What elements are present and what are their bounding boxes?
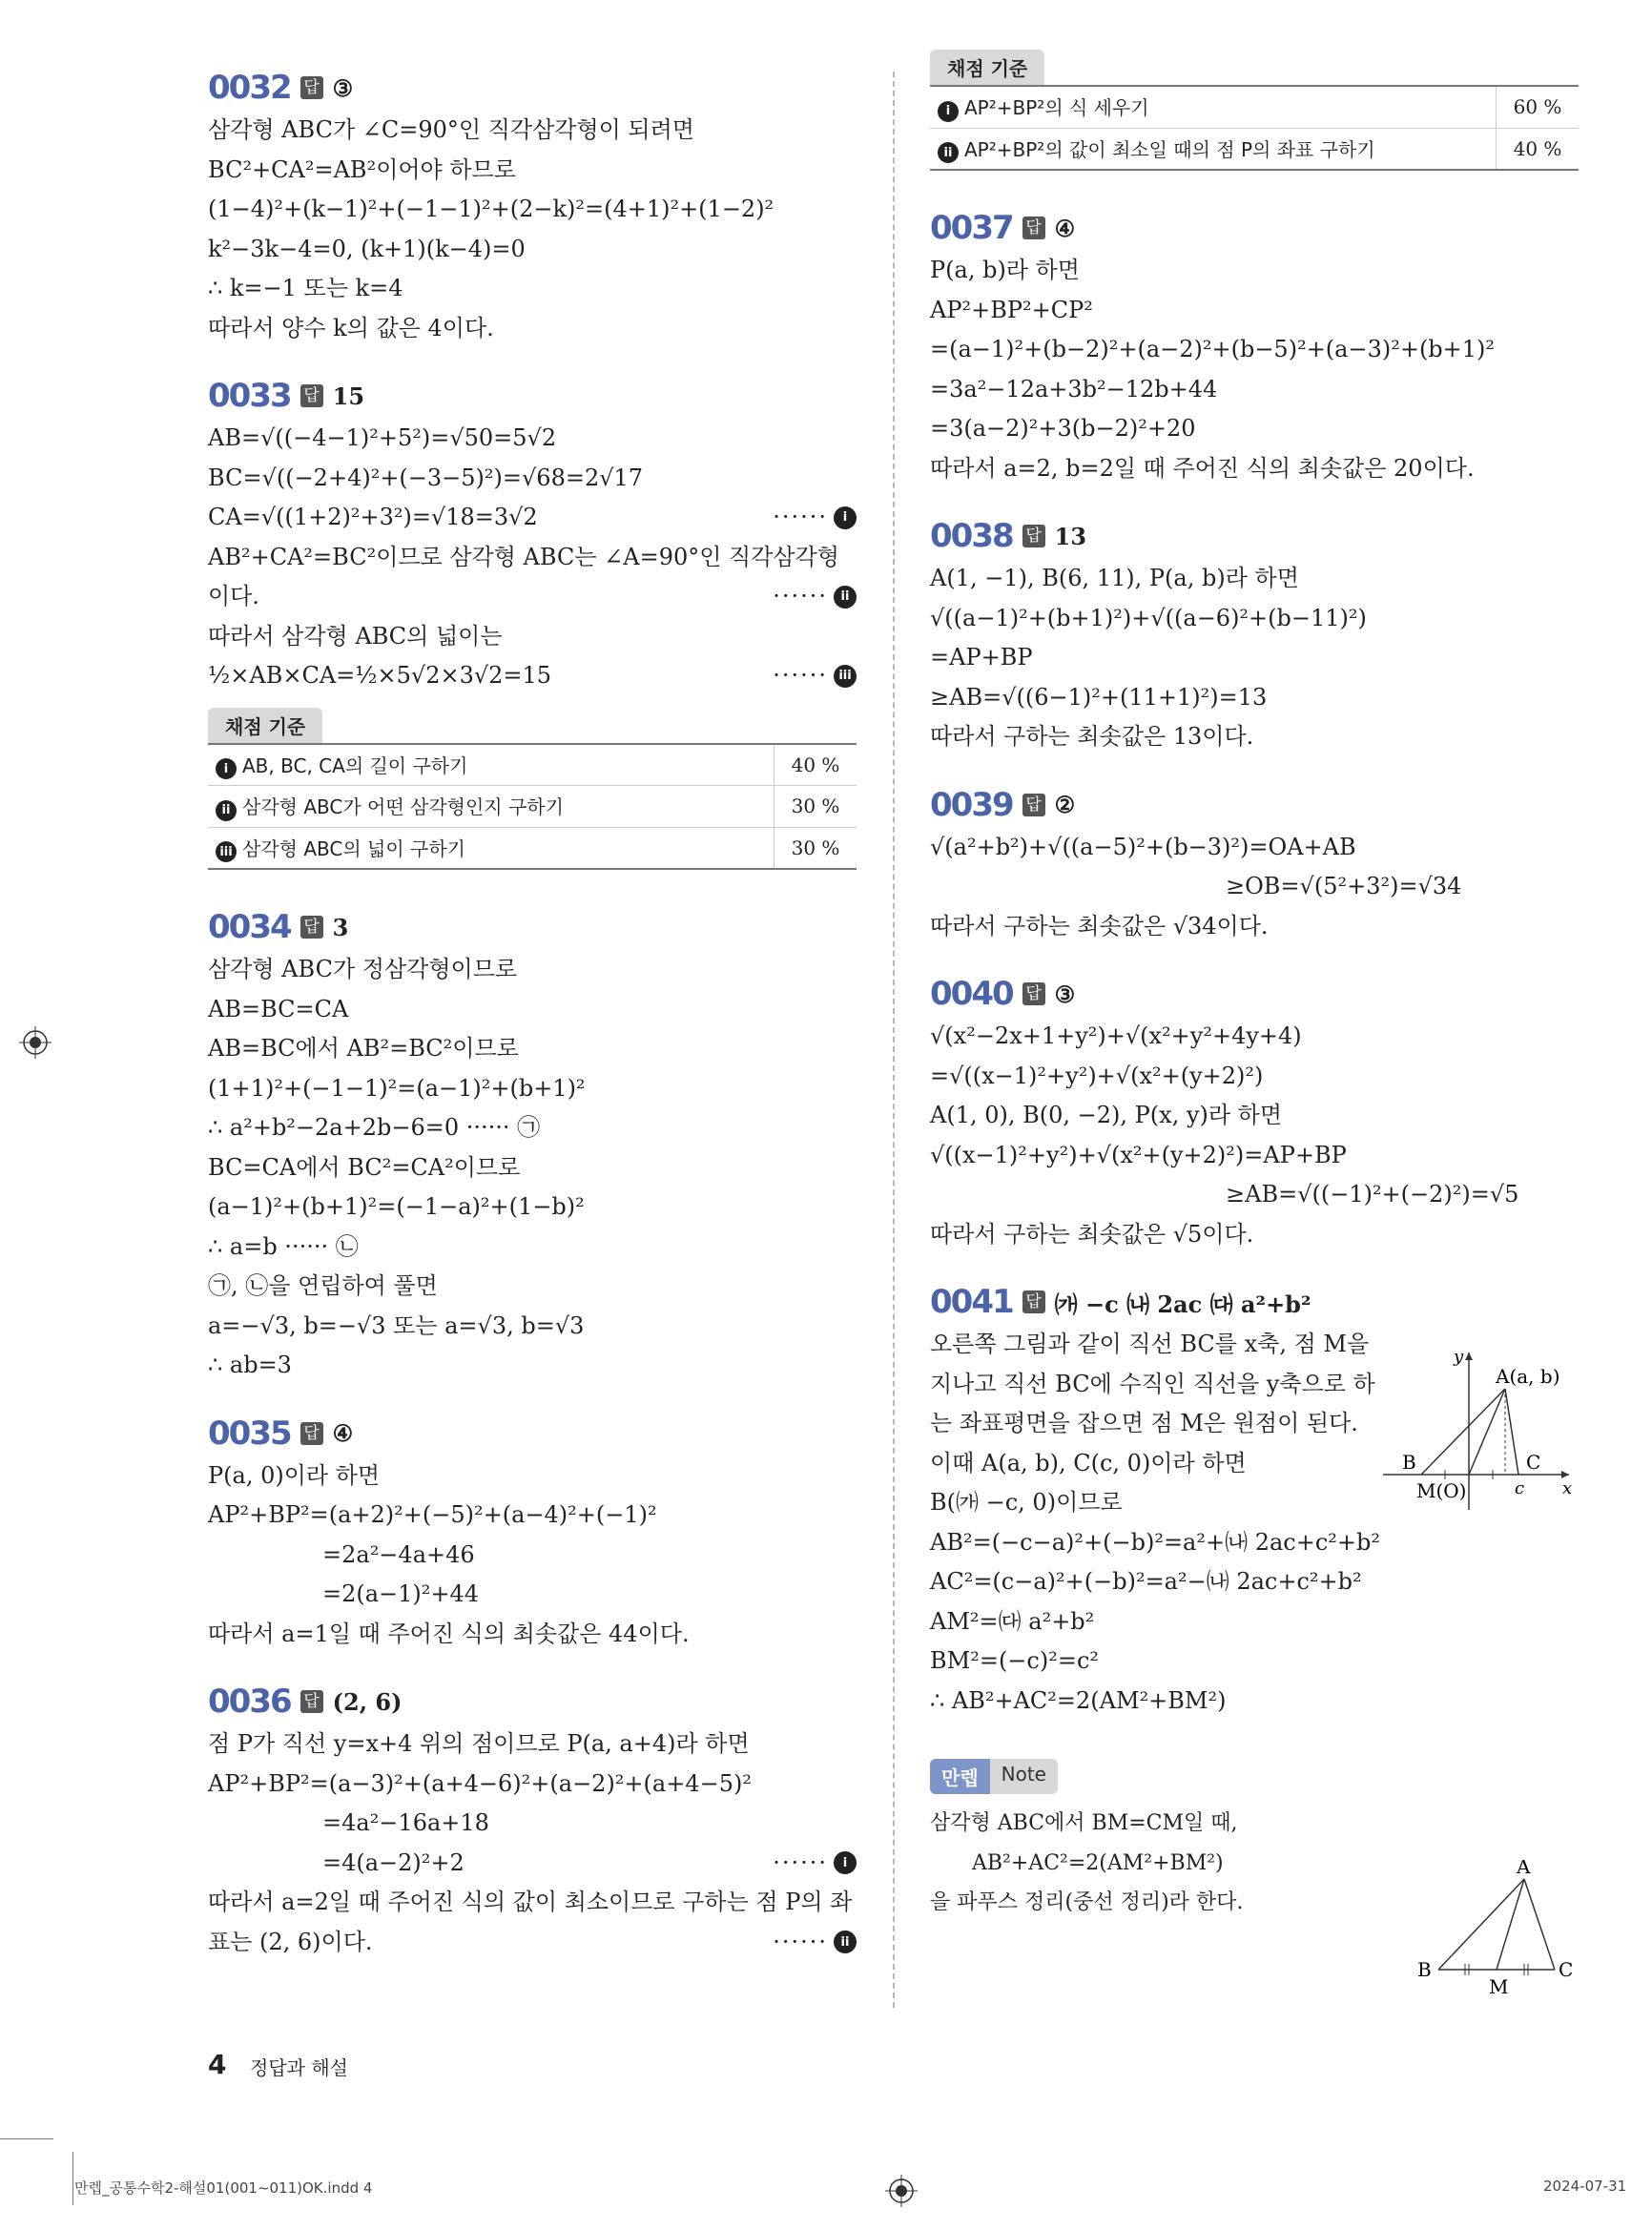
answer-tag: 답: [300, 1422, 323, 1445]
solution-line: [930, 907, 1579, 947]
solution-text: AM²=㈐ a²+b²: [930, 1607, 1095, 1635]
fig1-label-c-tick: c: [1515, 1478, 1525, 1498]
answer-value: ④: [1054, 214, 1076, 242]
step-marker: [773, 1923, 857, 1963]
solution-text: 는 좌표평면을 잡으면 점 M은 원점이 된다.: [930, 1410, 1358, 1436]
solution-line: [208, 1456, 857, 1497]
solution-text: 따라서 양수 k의 값은 4이다.: [208, 314, 494, 341]
solution-line: [930, 330, 1579, 370]
solution-line: [208, 1575, 857, 1615]
note-line: 을 파푸스 정리(중선 정리)라 한다.: [930, 1890, 1244, 1914]
dots: ······: [773, 1848, 828, 1876]
solution-line: [208, 1267, 857, 1307]
answer-tag: 답: [300, 1690, 323, 1713]
left-column: [208, 65, 857, 1987]
answer-value: (2, 6): [332, 1687, 403, 1716]
solution-line: [930, 828, 1579, 868]
answer-tag: 답: [1022, 794, 1045, 816]
solution-text: a=−√3, b=−√3 또는 a=√3, b=√3: [208, 1311, 585, 1339]
solution-line: [208, 1724, 857, 1765]
slug-date: 2024-07-31: [1543, 2178, 1627, 2195]
solution-text: AB=√((−4−1)²+5²)=√50=5√2: [208, 424, 557, 451]
fig1-axis-x: x: [1562, 1478, 1573, 1498]
problem-header: [930, 205, 1579, 251]
solution-text: AB²=(−c−a)²+(−b)²=a²+㈏ 2ac+c²+b²: [930, 1528, 1381, 1556]
problem-header: [930, 513, 1579, 559]
fig2-label-m: M: [1489, 1975, 1509, 1998]
solution-line: [930, 1215, 1579, 1255]
solution-line: [930, 291, 1579, 331]
problem-number: 0036: [208, 1683, 291, 1721]
problem-number: 0034: [208, 908, 291, 946]
solution-line: [930, 1602, 1540, 1642]
problem-header: [208, 1679, 857, 1724]
solution-line: [930, 717, 1579, 757]
solution-line: [208, 1228, 857, 1268]
solution-text: ㉠, ㉡을 연립하여 풀면: [208, 1272, 438, 1299]
fig1-label-a: A(a, b): [1496, 1365, 1560, 1388]
fig2-label-c: C: [1559, 1958, 1574, 1981]
solution-line: [208, 1615, 857, 1655]
marker-iii-icon: iii: [834, 665, 857, 688]
solution-line: [930, 1136, 1579, 1176]
problem-header: [930, 971, 1579, 1017]
answer-tag: 답: [1022, 525, 1045, 547]
solution-line: [208, 1765, 857, 1805]
page-number: 4: [208, 2049, 227, 2080]
solution-text: 이때 A(a, b), C(c, 0)이라 하면: [930, 1449, 1247, 1476]
fig1-label-m: M(O): [1416, 1479, 1467, 1502]
solution-line: [930, 678, 1579, 718]
solution-line: [930, 1175, 1579, 1215]
solution-line: [930, 449, 1579, 489]
solution-line: [930, 559, 1579, 599]
solution-text: k²−3k−4=0, (k+1)(k−4)=0: [208, 235, 526, 262]
criteria-percent: 30 %: [774, 827, 857, 869]
problem-0037: [930, 205, 1579, 488]
step-marker: [773, 656, 857, 696]
note-tag-a: 만렙: [930, 1759, 990, 1794]
answer-value: ②: [1054, 791, 1076, 818]
solution-text: AB=BC에서 AB²=BC²이므로: [208, 1035, 519, 1062]
solution-text: ≥AB=√((−1)²+(−2)²)=√5: [1226, 1181, 1519, 1208]
answer-tag: 답: [1022, 982, 1045, 1005]
answer-tag: 답: [300, 916, 323, 939]
marker-i-icon: i: [938, 101, 959, 122]
step-marker: [773, 577, 857, 617]
fig1-label-b: B: [1402, 1451, 1416, 1474]
crop-mark: [72, 2152, 73, 2205]
solution-text: 지나고 직선 BC에 수직인 직선을 y축으로 하: [930, 1370, 1375, 1397]
marker-ii-icon: ii: [834, 586, 857, 609]
criteria-percent: 40 %: [774, 744, 857, 786]
marker-i-icon: i: [834, 1851, 857, 1874]
problem-0039: [930, 782, 1579, 947]
problem-0032: [208, 65, 857, 348]
solution-text: √(a²+b²)+√((a−5)²+(b−3)²)=OA+AB: [930, 833, 1356, 860]
problem-number: 0039: [930, 785, 1013, 824]
answer-tag: 답: [300, 384, 323, 407]
solution-line: [208, 656, 857, 696]
criteria-text-cell: [930, 128, 1497, 170]
solution-text: =3a²−12a+3b²−12b+44: [930, 375, 1218, 403]
marker-ii-icon: ii: [216, 800, 237, 821]
marker-i-icon: i: [216, 758, 237, 779]
solution-line: [930, 251, 1579, 291]
solution-line: [208, 1029, 857, 1069]
problem-header: [208, 373, 857, 419]
dots: ······: [773, 662, 828, 689]
solution-text: AC²=(c−a)²+(−b)²=a²−㈏ 2ac+c²+b²: [930, 1568, 1362, 1595]
answer-value: ③: [1054, 980, 1076, 1008]
solution-text: =3(a−2)²+3(b−2)²+20: [930, 415, 1196, 442]
solution-text: ∴ AB²+AC²=2(AM²+BM²): [930, 1686, 1227, 1714]
criteria-table: [208, 743, 857, 871]
problem-header: [208, 65, 857, 111]
solution-text: =2(a−1)²+44: [322, 1580, 480, 1607]
fig2-label-b: B: [1417, 1958, 1432, 1981]
answer-tag: 답: [1022, 217, 1045, 239]
solution-line: [930, 1523, 1540, 1563]
solution-line: [208, 190, 857, 230]
criteria-title: 채점 기준: [930, 50, 1044, 85]
solution-line: [930, 638, 1579, 678]
step-marker: [773, 498, 857, 538]
solution-text: ∴ ab=3: [208, 1352, 292, 1378]
criteria-title: 채점 기준: [208, 708, 322, 743]
solution-text: AB=BC=CA: [208, 995, 349, 1022]
solution-text: P(a, 0)이라 하면: [208, 1461, 381, 1489]
criteria-text: AP²+BP²의 식 세우기: [964, 96, 1149, 119]
problem-number: 0033: [208, 377, 291, 415]
solution-line: [208, 1108, 857, 1148]
solution-text: 따라서 구하는 최솟값은 √34이다.: [930, 912, 1269, 939]
problem-0034: [208, 904, 857, 1386]
solution-line: [208, 151, 857, 191]
problem-0036: [208, 1679, 857, 1962]
criteria-row: [208, 744, 857, 786]
criteria-percent: 40 %: [1497, 128, 1580, 170]
solution-text: 이다.: [208, 583, 259, 609]
solution-line: [208, 1804, 857, 1844]
criteria-text: 삼각형 ABC가 어떤 삼각형인지 구하기: [242, 795, 564, 818]
solution-text: =2a²−4a+46: [322, 1540, 475, 1568]
dots: ······: [773, 1928, 828, 1955]
answer-tag: 답: [300, 76, 323, 99]
coordinate-figure: [1373, 1343, 1583, 1515]
problem-header: [208, 1411, 857, 1456]
solution-line: [208, 1148, 857, 1188]
step-marker: [773, 1844, 857, 1884]
note-tag-b: Note: [990, 1759, 1058, 1794]
problem-0035: [208, 1411, 857, 1655]
solution-text: 따라서 구하는 최솟값은 13이다.: [930, 723, 1254, 750]
solution-line: [930, 1017, 1579, 1057]
solution-text: √((a−1)²+(b+1)²)+√((a−6)²+(b−11)²): [930, 604, 1367, 631]
fig1-axis-y: y: [1454, 1347, 1464, 1367]
criteria-row: [208, 827, 857, 869]
problem-0038: [930, 513, 1579, 757]
solution-line: [208, 577, 857, 617]
solution-text: =(a−1)²+(b−2)²+(a−2)²+(b−5)²+(a−3)²+(b+1)²: [930, 336, 1496, 362]
problem-number: 0037: [930, 209, 1013, 247]
solution-text: =4a²−16a+18: [322, 1809, 489, 1836]
problem-header: [930, 1279, 1540, 1325]
criteria-text-cell: [208, 827, 774, 869]
problem-number: 0035: [208, 1414, 291, 1453]
column-divider: [893, 72, 895, 2008]
problem-number: 0040: [930, 975, 1013, 1013]
problem-number: 0038: [930, 517, 1013, 555]
solution-line: [208, 1844, 857, 1884]
solution-line: [208, 269, 857, 309]
solution-text: BC=CA에서 BC²=CA²이므로: [208, 1153, 521, 1181]
solution-line: [208, 1496, 857, 1536]
solution-text: 따라서 a=2일 때 주어진 식의 값이 최소이므로 구하는 점 P의 좌: [208, 1889, 853, 1915]
answer-value: ③: [332, 73, 354, 102]
solution-line: [208, 538, 857, 578]
solution-text: (1−4)²+(k−1)²+(−1−1)²+(2−k)²=(4+1)²+(1−2)²: [208, 196, 774, 222]
solution-line: [930, 1562, 1540, 1602]
solution-line: [930, 599, 1579, 639]
fig2-label-a: A: [1517, 1860, 1531, 1878]
marker-i-icon: i: [834, 506, 857, 529]
slug-filename: 만렙_공통수학2-해설01(001~011)OK.indd 4: [74, 2179, 373, 2197]
solution-text: ∴ a=b ······ ㉡: [208, 1232, 359, 1260]
solution-text: =AP+BP: [930, 644, 1033, 671]
median-triangle-figure: [1402, 1860, 1593, 2003]
note-line: AB²+AC²=2(AM²+BM²): [972, 1850, 1224, 1875]
solution-text: BM²=(−c)²=c²: [930, 1647, 1100, 1674]
criteria-text: 삼각형 ABC의 넓이 구하기: [242, 836, 465, 860]
criteria-row: [208, 786, 857, 828]
solution-line: [208, 950, 857, 990]
solution-text: 따라서 a=1일 때 주어진 식의 최솟값은 44이다.: [208, 1620, 690, 1647]
solution-line: [208, 111, 857, 151]
solution-text: 점 P가 직선 y=x+4 위의 점이므로 P(a, a+4)라 하면: [208, 1730, 750, 1757]
solution-text: √(x²−2x+1+y²)+√(x²+y²+4y+4): [930, 1022, 1302, 1049]
answer-value: ④: [332, 1419, 354, 1447]
problem-0040: [930, 971, 1579, 1254]
solution-text: BC=√((−2+4)²+(−3−5)²)=√68=2√17: [208, 464, 644, 491]
problem-header: [930, 782, 1579, 828]
answer-value: ㈎ −c ㈏ 2ac ㈐ a²+b²: [1054, 1290, 1311, 1318]
solution-line: [208, 309, 857, 349]
solution-line: [208, 1187, 857, 1228]
problem-number: 0032: [208, 69, 291, 107]
registration-mark-icon: [19, 1026, 52, 1059]
solution-line: [930, 370, 1579, 410]
grading-criteria: [208, 708, 857, 871]
criteria-text-cell: [208, 744, 774, 786]
solution-line: [930, 409, 1579, 449]
right-column: [930, 57, 1579, 1923]
solution-line: [930, 1096, 1579, 1136]
answer-value: 13: [1054, 522, 1087, 550]
solution-text: AP²+BP²+CP²: [930, 296, 1093, 323]
solution-line: [208, 419, 857, 459]
solution-text: 표는 (2, 6)이다.: [208, 1928, 373, 1955]
criteria-row: [930, 128, 1579, 170]
dots: ······: [773, 504, 828, 530]
solution-text: AB²+CA²=BC²이므로 삼각형 ABC는 ∠A=90°인 직각삼각형: [208, 543, 839, 570]
solution-text: ≥OB=√(5²+3²)=√34: [1226, 873, 1462, 899]
criteria-text-cell: [208, 786, 774, 828]
solution-text: ∴ a²+b²−2a+2b−6=0 ······ ㉠: [208, 1114, 541, 1141]
solution-text: P(a, b)라 하면: [930, 257, 1080, 283]
criteria-percent: 30 %: [774, 786, 857, 828]
criteria-table: [930, 85, 1579, 171]
solution-text: (1+1)²+(−1−1)²=(a−1)²+(b+1)²: [208, 1074, 586, 1102]
solution-text: CA=√((1+2)²+3²)=√18=3√2: [208, 504, 538, 530]
solution-line: [208, 230, 857, 270]
solution-line: [208, 1923, 857, 1963]
answer-value: 15: [332, 382, 365, 410]
solution-text: AP²+BP²=(a+2)²+(−5)²+(a−4)²+(−1)²: [208, 1501, 657, 1528]
note-badge: [930, 1759, 1058, 1794]
solution-text: 삼각형 ABC가 ∠C=90°인 직각삼각형이 되려면: [208, 116, 694, 143]
answer-value: 3: [332, 913, 349, 941]
solution-line: [208, 1883, 857, 1923]
marker-iii-icon: iii: [216, 841, 237, 862]
answer-tag: 답: [1022, 1291, 1045, 1313]
solution-text: A(1, −1), B(6, 11), P(a, b)라 하면: [930, 565, 1299, 591]
solution-line: [208, 617, 857, 657]
solution-text: 삼각형 ABC가 정삼각형이므로: [208, 956, 518, 982]
solution-line: [930, 1057, 1579, 1097]
solution-text: B(㈎ −c, 0)이므로: [930, 1489, 1123, 1516]
solution-text: ∴ k=−1 또는 k=4: [208, 275, 403, 301]
crop-mark: [0, 2138, 53, 2139]
solution-line: [208, 1536, 857, 1576]
problem-number: 0041: [930, 1283, 1013, 1321]
registration-mark-icon: [885, 2175, 918, 2207]
solution-line: [930, 1642, 1540, 1682]
solution-line: [930, 1682, 1540, 1722]
solution-text: 따라서 구하는 최솟값은 √5이다.: [930, 1220, 1254, 1248]
solution-line: [208, 459, 857, 499]
solution-line: [208, 1069, 857, 1109]
criteria-text-cell: [930, 86, 1497, 128]
footer-label: 정답과 해설: [250, 2056, 348, 2079]
solution-text: 오른쪽 그림과 같이 직선 BC를 x축, 점 M을: [930, 1331, 1370, 1357]
solution-text: =4(a−2)²+2: [322, 1848, 465, 1876]
solution-line: [208, 1346, 857, 1386]
solution-text: ≥AB=√((6−1)²+(11+1)²)=13: [930, 683, 1268, 711]
solution-text: BC²+CA²=AB²이어야 하므로: [208, 155, 516, 183]
solution-line: [208, 1307, 857, 1347]
solution-line: [930, 867, 1579, 907]
solution-text: 따라서 a=2, b=2일 때 주어진 식의 최솟값은 20이다.: [930, 454, 1475, 482]
dots: ······: [773, 583, 828, 609]
solution-text: ½×AB×CA=½×5√2×3√2=15: [208, 662, 552, 689]
solution-line: [208, 990, 857, 1030]
criteria-text: AP²+BP²의 값이 최소일 때의 점 P의 좌표 구하기: [964, 137, 1375, 161]
solution-text: A(1, 0), B(0, −2), P(x, y)라 하면: [930, 1102, 1283, 1128]
solution-text: =√((x−1)²+y²)+√(x²+(y+2)²): [930, 1062, 1264, 1089]
note-line: 삼각형 ABC에서 BM=CM일 때,: [930, 1811, 1238, 1835]
fig1-label-c: C: [1526, 1451, 1541, 1474]
criteria-row: [930, 86, 1579, 128]
solution-text: AP²+BP²=(a−3)²+(a+4−6)²+(a−2)²+(a+4−5)²: [208, 1769, 752, 1797]
criteria-text: AB, BC, CA의 길이 구하기: [242, 754, 468, 777]
marker-ii-icon: ii: [834, 1931, 857, 1953]
solution-text: √((x−1)²+y²)+√(x²+(y+2)²)=AP+BP: [930, 1141, 1347, 1168]
problem-header: [208, 904, 857, 950]
solution-text: (a−1)²+(b+1)²=(−1−a)²+(1−b)²: [208, 1193, 585, 1220]
criteria-percent: 60 %: [1497, 86, 1580, 128]
solution-text: 따라서 삼각형 ABC의 넓이는: [208, 622, 503, 650]
problem-0033: [208, 373, 857, 870]
solution-line: [208, 498, 857, 538]
grading-criteria: [930, 50, 1579, 171]
marker-ii-icon: ii: [938, 142, 959, 163]
